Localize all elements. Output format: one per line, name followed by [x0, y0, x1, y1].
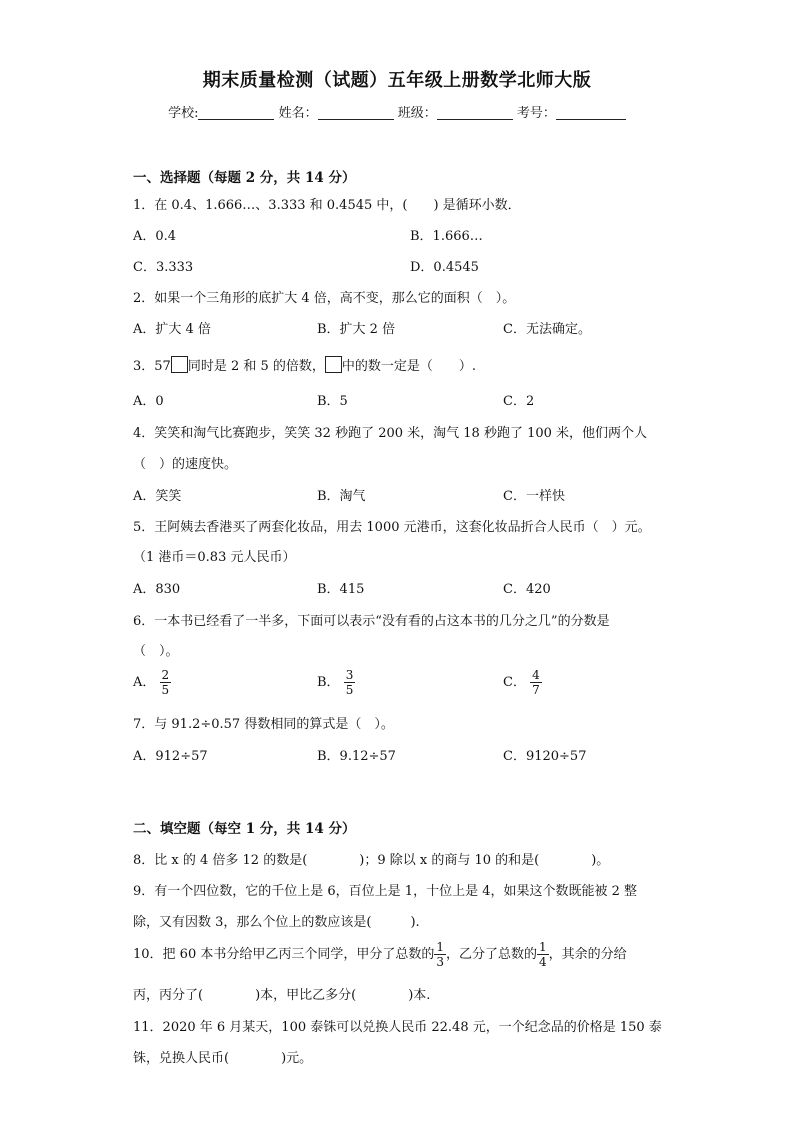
school-label: 学校: [168, 106, 199, 121]
question-2: 2．如果一个三角形的底扩大 4 倍，高不变，那么它的面积（ ）。 [133, 291, 516, 306]
question-5-line1: 5．王阿姨去香港买了两套化妆品，用去 1000 元港币，这套化妆品折合人民币（ ）元。 [133, 520, 651, 535]
q3-text-part1: 3．57 [133, 359, 171, 374]
q5-option-a: A．830 [133, 582, 181, 597]
fraction-numerator: 4 [532, 668, 540, 682]
blank-box [171, 356, 188, 373]
q3-text-part3: 中的数一定是（ ）. [341, 359, 477, 374]
fraction-denominator: 5 [161, 683, 170, 697]
q10-text-part1: 10．把 60 本书分给甲乙丙三个同学，甲分了总数的 [133, 947, 435, 962]
fraction [160, 668, 172, 697]
question-4-line1: 4．笑笑和淘气比赛跑步，笑笑 32 秒跑了 200 米，淘气 18 秒跑了 100 米，他们两个人 [133, 426, 648, 441]
name-label: 姓名： [278, 106, 318, 121]
question-8: 8．比 x 的 4 倍多 12 的数是( )；9 除以 x 的商与 10 的和是( )。 [133, 853, 610, 868]
q1-option-c: C．3.333 [133, 260, 194, 275]
question-6-line1: 6．一本书已经看了一半多，下面可以表示“没有看的占这本书的几分之几”的分数是 [133, 614, 610, 629]
q10-text-part2: ，乙分了总数的 [446, 947, 538, 962]
question-9-line2: 除，又有因数 3，那么个位上的数应该是( ). [133, 915, 420, 930]
question-3 [133, 355, 476, 374]
q2-option-c: C．无法确定。 [503, 322, 591, 337]
question-7: 7．与 91.2÷0.57 得数相同的算式是（ ）。 [133, 717, 394, 732]
fraction-numerator: 2 [161, 668, 170, 682]
fraction [530, 668, 542, 697]
q4-option-c: C．一样快 [503, 489, 565, 504]
q2-option-a: A．扩大 4 倍 [133, 322, 211, 337]
question-4-line2: （ ）的速度快。 [133, 457, 238, 472]
question-5-line2: （1 港币＝0.83 元人民币） [133, 550, 296, 565]
question-11-line1: 11．2020 年 6 月某天，100 泰铢可以兑换人民币 22.48 元，一个纪念品的价格是 150 泰 [133, 1020, 662, 1035]
q7-option-a: A．912÷57 [133, 749, 208, 764]
fraction-denominator: 3 [436, 955, 444, 969]
q6-option-c-label: C． [503, 675, 526, 690]
fraction [537, 940, 549, 969]
q6-option-b [317, 668, 355, 697]
fraction-numerator: 3 [345, 668, 354, 682]
q5-option-c: C．420 [503, 582, 551, 597]
question-1: 1．在 0.4、1.666…、3.333 和 0.4545 中，( ) 是循环小数． [133, 198, 521, 213]
fraction-numerator: 1 [436, 940, 444, 954]
name-blank [318, 106, 394, 120]
q10-text-part3: ，其余的分给 [548, 947, 627, 962]
q1-option-a: A．0.4 [133, 229, 177, 244]
section-heading-choice: 一、选择题（每题 2 分，共 14 分） [133, 170, 356, 186]
fraction [344, 668, 356, 697]
fraction-denominator: 4 [539, 955, 547, 969]
q4-option-b: B．淘气 [317, 489, 366, 504]
q7-option-b: B．9.12÷57 [317, 749, 396, 764]
page-title: 期末质量检测（试题）五年级上册数学北师大版 [202, 70, 592, 91]
fraction-denominator: 5 [345, 683, 354, 697]
question-10-line2: 丙，丙分了( )本，甲比乙多分( )本. [133, 988, 431, 1003]
school-blank [198, 106, 274, 120]
q6-option-c [503, 668, 542, 697]
question-6-line2: （ ）。 [133, 644, 179, 659]
fraction-numerator: 1 [539, 940, 547, 954]
number-label: 考号： [516, 106, 556, 121]
fraction-denominator: 7 [532, 683, 540, 697]
q3-option-a: A．0 [133, 394, 164, 409]
q3-option-c: C．2 [503, 394, 535, 409]
student-info-row [0, 102, 794, 121]
section-heading-fill: 二、填空题（每空 1 分，共 14 分） [133, 821, 356, 837]
q2-option-b: B．扩大 2 倍 [317, 322, 396, 337]
q1-option-d: D．0.4545 [410, 260, 479, 275]
q6-option-a-label: A． [133, 675, 156, 690]
class-blank [437, 106, 513, 120]
q3-option-b: B．5 [317, 394, 348, 409]
q7-option-c: C．9120÷57 [503, 749, 587, 764]
blank-box [325, 356, 342, 373]
q5-option-b: B．415 [317, 582, 365, 597]
question-11-line2: 铢，兑换人民币( )元。 [133, 1051, 313, 1066]
number-blank [556, 106, 626, 120]
class-label: 班级： [397, 106, 437, 121]
q4-option-a: A．笑笑 [133, 489, 182, 504]
q3-text-part2: 同时是 2 和 5 的倍数， [187, 359, 325, 374]
q1-option-b: B．1.666… [410, 229, 483, 244]
q6-option-a [133, 668, 171, 697]
question-9-line1: 9．有一个四位数，它的千位上是 6，百位上是 1，十位上是 4，如果这个数既能被 2 整 [133, 884, 638, 899]
question-10-line1 [133, 940, 627, 969]
q6-option-b-label: B． [317, 675, 340, 690]
fraction [434, 940, 446, 969]
